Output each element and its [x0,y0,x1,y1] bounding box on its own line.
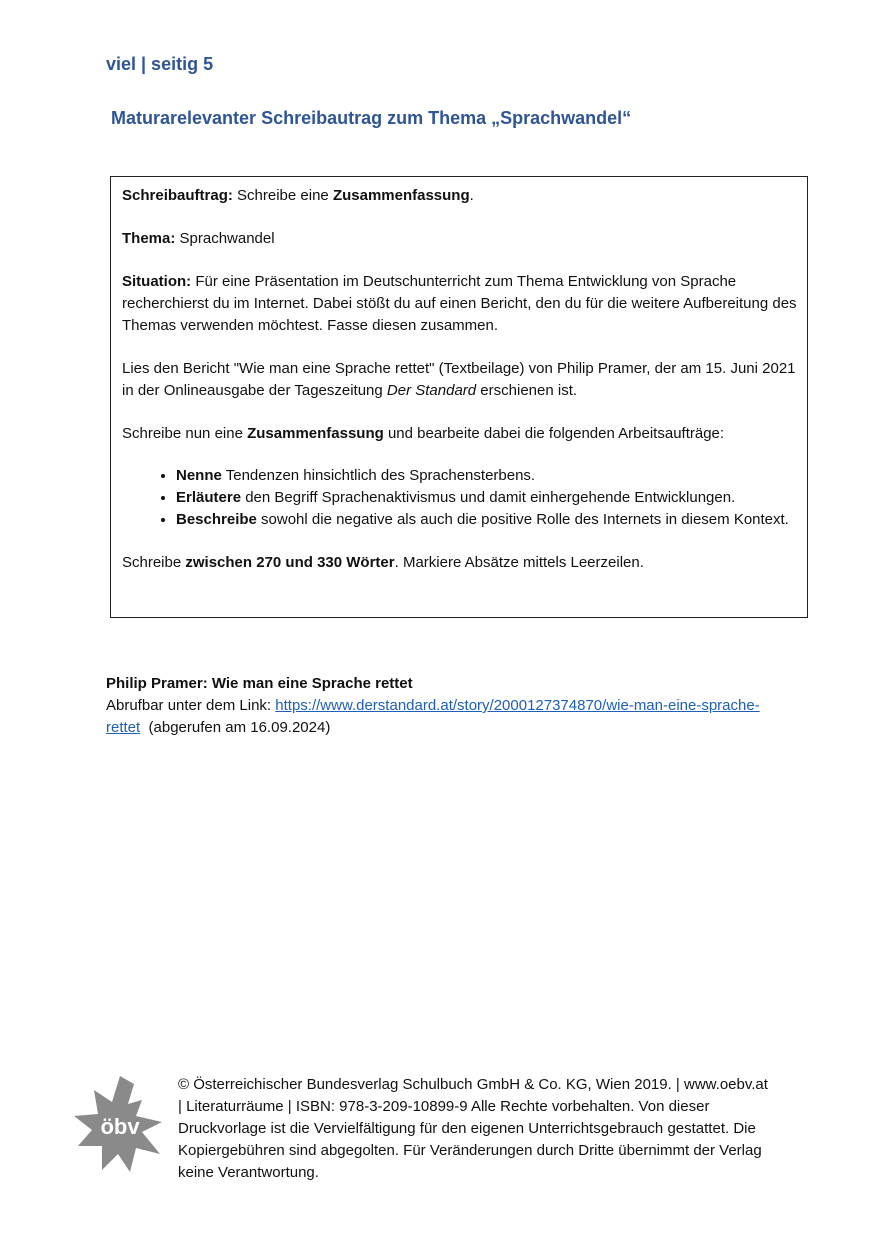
length-text-end: . Markiere Absätze mittels Leerzeilen. [394,554,644,571]
assignment-text-end: . [469,187,474,204]
source-link[interactable]: https://www.derstandard.at/story/2000127374870/wie-man-eine-sprache-rettet [106,697,760,736]
retrieved-date: (abgerufen am 16.09.2024) [140,719,331,736]
instruction-text-end: und bearbeite dabei die folgenden Arbeitsaufträge: [383,425,725,442]
assignment-bold: Zusammenfassung [332,187,470,204]
newspaper-name: Der Standard [386,382,477,399]
assignment-box [110,176,808,618]
task-item [176,509,797,531]
page-title: Maturarelevanter Schreibautrag zum Thema „Sprachwandel“ [111,108,632,128]
read-text-end: erschienen ist. [476,382,578,399]
task-verb: Beschreibe [176,511,257,528]
instruction-text: Schreibe nun eine [122,425,248,442]
read-paragraph [122,358,797,402]
oebv-logo-icon [72,1074,168,1174]
source-reference [106,673,786,739]
instruction-bold: Zusammenfassung [247,425,384,442]
assignment-label: Schreibauftrag: [122,187,233,204]
source-title: Philip Pramer: Wie man eine Sprache rettet [106,675,413,692]
theme-text: Sprachwandel [175,230,275,247]
length-bold: zwischen 270 und 330 Wörter [185,554,395,571]
publisher-logo [72,1074,168,1174]
task-verb: Erläutere [176,489,242,506]
task-text: den Begriff Sprachenaktivismus und damit einhergehende Entwicklungen. [241,489,736,506]
theme-label: Thema: [122,230,176,247]
theme-line [122,228,797,250]
length-line [122,552,797,574]
situation-label: Situation: [122,273,192,290]
task-text: sowohl die negative als auch die positive Rolle des Internets in diesem Kontext. [256,511,789,528]
situation-text: Für eine Präsentation im Deutschunterricht zum Thema Entwicklung von Sprache recherchierst du im Internet. Dabei stößt du auf einen Bericht, den du für die weitere Aufbereitung des Themas verwenden möchtest. Fasse diesen zusammen. [122,273,797,334]
situation-paragraph [122,271,797,337]
logo-text: öbv [100,1114,140,1139]
task-text: Tendenzen hinsichtlich des Sprachensterbens. [221,467,536,484]
source-link-line [106,695,786,739]
task-list [122,465,797,531]
assignment-text: Schreibe eine [232,187,333,204]
task-verb: Nenne [176,467,222,484]
read-text: Lies den Bericht "Wie man eine Sprache rettet" (Textbeilage) von Philip Pramer, der am 15. Juni 2021 in der Onlineausgabe der Tageszeitung [122,360,796,399]
copyright-footer: © Österreichischer Bundesverlag Schulbuch GmbH & Co. KG, Wien 2019. | www.oebv.at | Literaturräume | ISBN: 978-3-209-10899-9 Alle Rechte vorbehalten. Von dieser Druckvorlage ist die Vervielfältigung für den eigenen Unterrichtsgebrauch gestattet. Die Kopiergebühren sind abgegolten. Für Veränderungen durch Dritte übernimmt der Verlag keine Verantwortung. [178,1076,768,1181]
instruction-paragraph [122,423,797,445]
assignment-line [122,185,797,207]
task-item [176,487,797,509]
link-prefix: Abrufbar unter dem Link: [106,697,276,714]
task-item [176,465,797,487]
page-label: viel | seitig 5 [106,54,214,74]
length-text: Schreibe [122,554,186,571]
